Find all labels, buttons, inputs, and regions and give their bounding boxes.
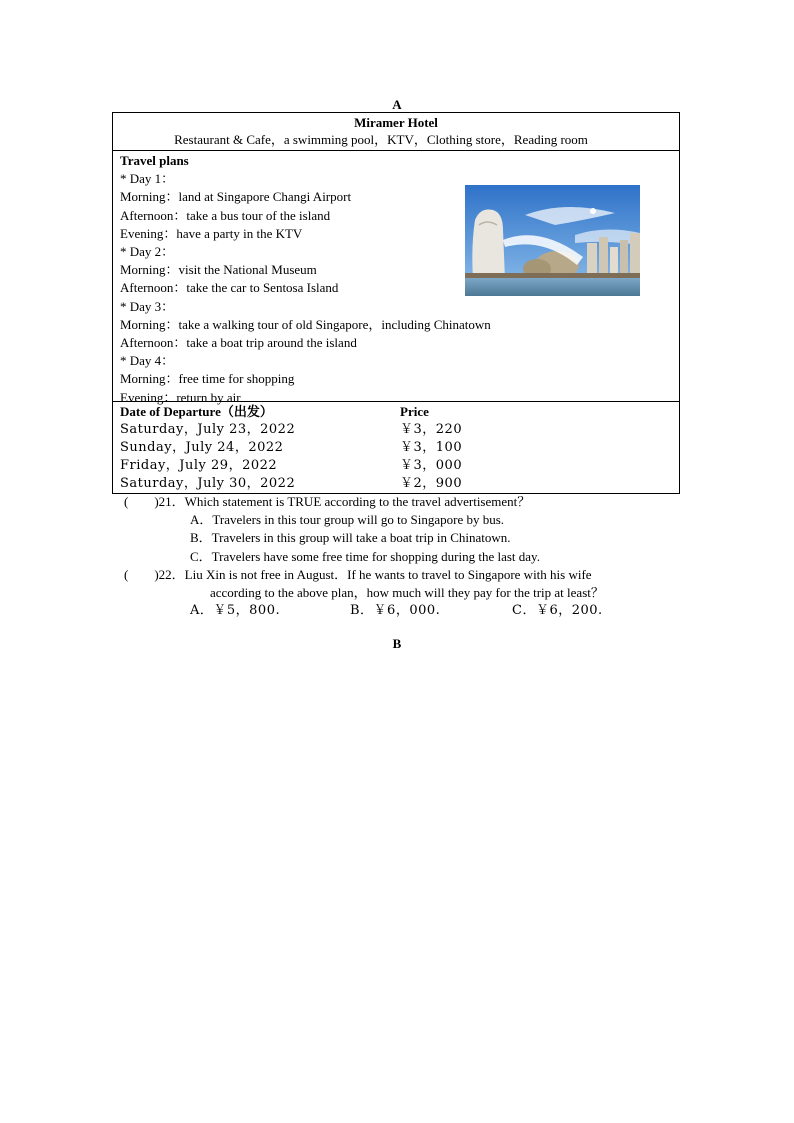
travel-plans: [113, 151, 679, 405]
plan-line: Morning：free time for shopping: [120, 371, 295, 387]
question-22-option-b: B．￥6，000.: [350, 603, 441, 619]
question-22-options: [124, 602, 680, 620]
departure-row: [120, 439, 679, 457]
plan-line: Morning：visit the National Museum: [120, 262, 317, 278]
question-21-option-a: A．Travelers in this tour group will go to Singapore by bus.: [190, 512, 505, 528]
question-22-option-c: C．￥6，200.: [512, 603, 603, 619]
departure-date: Saturday，July 23，2022: [120, 422, 296, 437]
departure-price: ￥3，100: [400, 440, 463, 455]
price-header: Price: [400, 404, 429, 419]
departure-date: Sunday，July 24，2022: [120, 440, 284, 455]
questions: [124, 493, 680, 620]
plan-line: Evening：have a party in the KTV: [120, 225, 303, 241]
question-21-option-c: C．Travelers have some free time for shopping during the last day.: [190, 548, 540, 564]
travel-plans-title: Travel plans: [120, 153, 189, 168]
departure-table: [113, 402, 679, 493]
departure-price: ￥3，000: [400, 458, 463, 473]
hotel-header: [113, 113, 679, 151]
departure-price: ￥2，900: [400, 476, 463, 491]
departure-row: [120, 475, 679, 493]
singapore-merlion-photo: [465, 185, 640, 296]
departure-row: [120, 457, 679, 475]
plan-line: Afternoon：take a boat trip around the island: [120, 335, 357, 351]
question-21-stem: ( )21．Which statement is TRUE according to the travel advertisement？: [124, 494, 531, 509]
plan-line: Morning：land at Singapore Changi Airport: [120, 189, 352, 205]
plan-line: * Day 4：: [120, 353, 175, 369]
section-b-label: B: [392, 636, 402, 651]
departure-date: Friday，July 29，2022: [120, 458, 278, 473]
question-21-option-b: B．Travelers in this group will take a boat trip in Chinatown.: [190, 530, 511, 546]
plan-line: * Day 2：: [120, 244, 175, 260]
hotel-facilities: Restaurant & Cafe，a swimming pool，KTV，Clothing store，Reading room: [174, 132, 588, 147]
plan-line: Evening：return by air: [120, 389, 241, 405]
question-22-stem: ( )22．Liu Xin is not free in August．If he wants to travel to Singapore with his wife: [124, 566, 592, 582]
plan-line: Afternoon：take the car to Sentosa Island: [120, 280, 339, 296]
plan-line: * Day 1：: [120, 171, 175, 187]
departure-date: Saturday，July 30，2022: [120, 476, 296, 491]
section-a-label: A: [392, 97, 402, 112]
departure-price: ￥3，220: [400, 422, 463, 437]
advertisement-table: [112, 112, 680, 494]
departure-date-header: Date of Departure（出发）: [120, 404, 273, 419]
hotel-name: Miramer Hotel: [354, 115, 438, 130]
question-22-option-a: A．￥5，800.: [190, 603, 281, 619]
plan-line: Afternoon：take a bus tour of the island: [120, 207, 331, 223]
plan-line: Morning：take a walking tour of old Singapore，including Chinatown: [120, 316, 491, 332]
departure-row: [120, 421, 679, 439]
plan-line: * Day 3：: [120, 298, 175, 314]
question-22-stem-continued: according to the above plan，how much will they pay for the trip at least？: [210, 585, 604, 601]
